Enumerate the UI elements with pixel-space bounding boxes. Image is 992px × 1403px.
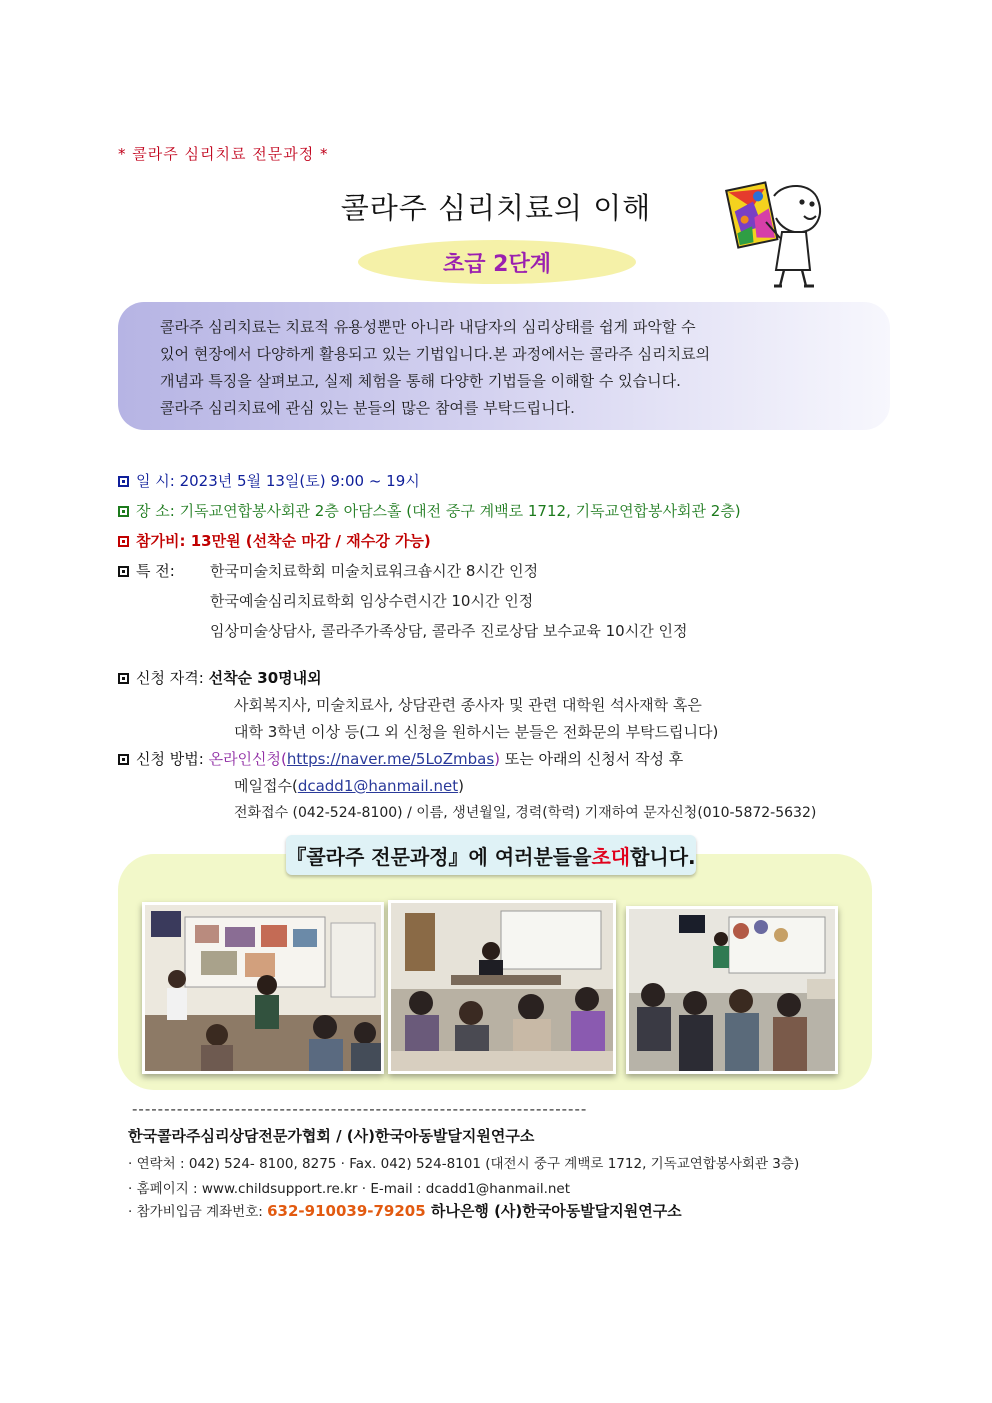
account-line [128, 1200, 682, 1221]
method-rest: 또는 아래의 신청서 작성 후 [500, 750, 684, 768]
online-apply-label: 온라인신청 [208, 750, 282, 768]
eligibility-row [118, 667, 322, 688]
benefit-line: 한국예술심리치료학회 임상수련시간 10시간 인정 [210, 592, 534, 610]
email-apply-line [234, 775, 464, 796]
date-row [118, 470, 420, 491]
place-label: 장 소: [136, 502, 175, 520]
intro-line: 콜라주 심리치료에 관심 있는 분들의 많은 참여를 부탁드립니다. [160, 399, 575, 417]
benefit-row [118, 560, 175, 581]
intro-line: 개념과 특징을 살펴보고, 실제 체험을 통해 다양한 기법들을 이해할 수 있습니다. [160, 372, 681, 390]
account-label: · 참가비입금 계좌번호: [128, 1204, 268, 1220]
place-value: 기독교연합봉사회관 2층 아담스홀 (대전 중구 계백로 1712, 기독교연합봉사회관 2층) [179, 502, 741, 520]
paren-close: ) [494, 750, 501, 768]
level-badge [358, 240, 636, 284]
eligibility-highlight: 선착순 30명내외 [208, 669, 322, 687]
eligibility-label: 신청 자격: [136, 669, 204, 687]
online-apply-link[interactable]: https://naver.me/5LoZmbas [286, 750, 495, 768]
square-bullet-icon [118, 476, 129, 487]
square-bullet-icon [118, 673, 129, 684]
square-bullet-icon [118, 536, 129, 547]
page-title: 콜라주 심리치료의 이해 [340, 191, 652, 225]
method-row [118, 748, 683, 769]
intro-line: 있어 현장에서 다양하게 활용되고 있는 기법입니다.본 과정에서는 콜라주 심리치료의 [160, 345, 711, 363]
photo-panel [118, 854, 872, 1090]
place-row [118, 500, 741, 521]
email-link[interactable]: dcadd1@hanmail.net [297, 777, 459, 795]
course-eyebrow: * 콜라주 심리치료 전문과정 * [118, 145, 329, 163]
fee-row [118, 530, 431, 551]
contact-line: · 연락처 : 042) 524- 8100, 8275 · Fax. 042) 524-8101 (대전시 중구 계백로 1712, 기독교연합봉사회관 3층) [128, 1156, 800, 1172]
email-prefix: 메일접수( [234, 777, 298, 795]
account-number: 632-910039-79205 [267, 1202, 426, 1220]
benefit-line: 임상미술상담사, 콜라주가족상담, 콜라주 진로상담 보수교육 10시간 인정 [210, 622, 688, 640]
date-value: 2023년 5월 13일(토) 9:00 ~ 19시 [179, 472, 420, 490]
paren-open: ( [281, 750, 287, 768]
workshop-photo-2 [388, 900, 616, 1074]
benefit-label: 특 전: [136, 562, 175, 580]
intro-box [118, 302, 890, 430]
invite-highlight: 초대 [591, 844, 631, 869]
square-bullet-icon [118, 754, 129, 765]
eligibility-line: 사회복지사, 미술치료사, 상담관련 종사자 및 관련 대학원 석사재학 혹은 [234, 696, 702, 714]
workshop-photo-1 [142, 902, 384, 1074]
account-bank: 하나은행 (사)한국아동발달지원연구소 [425, 1202, 682, 1220]
email-suffix: ) [458, 777, 464, 795]
benefit-line: 한국미술치료학회 미술치료워크숍시간 8시간 인정 [210, 562, 539, 580]
collage-mascot-illustration [724, 178, 834, 290]
date-label: 일 시: [136, 472, 175, 490]
eligibility-line: 대학 3학년 이상 등(그 외 신청을 원하시는 분들은 전화문의 부탁드립니다) [234, 723, 719, 741]
workshop-photo-3 [626, 906, 838, 1074]
method-label: 신청 방법: [136, 750, 204, 768]
intro-line: 콜라주 심리치료는 치료적 유용성뿐만 아니라 내담자의 심리상태를 쉽게 파악할 수 [160, 318, 696, 336]
square-bullet-icon [118, 506, 129, 517]
level-label: 초급 2단계 [443, 251, 551, 277]
divider-dashes: ----------------------------------------------------------------------- [132, 1100, 588, 1118]
invite-text-end: 합니다. [630, 844, 696, 869]
fee-value: 13만원 (선착순 마감 / 재수강 가능) [190, 532, 431, 550]
homepage-line: · 홈페이지 : www.childsupport.re.kr · E-mail : dcadd1@hanmail.net [128, 1181, 571, 1197]
invite-banner [286, 835, 696, 875]
phone-apply-line: 전화접수 (042-524-8100) / 이름, 생년월일, 경력(학력) 기재하여 문자신청(010-5872-5632) [234, 805, 817, 821]
organization-name: 한국콜라주심리상담전문가협회 / (사)한국아동발달지원연구소 [128, 1127, 535, 1145]
invite-text: 『콜라주 전문과정』에 여러분들을 [286, 844, 592, 869]
square-bullet-icon [118, 566, 129, 577]
fee-label: 참가비: [136, 532, 186, 550]
